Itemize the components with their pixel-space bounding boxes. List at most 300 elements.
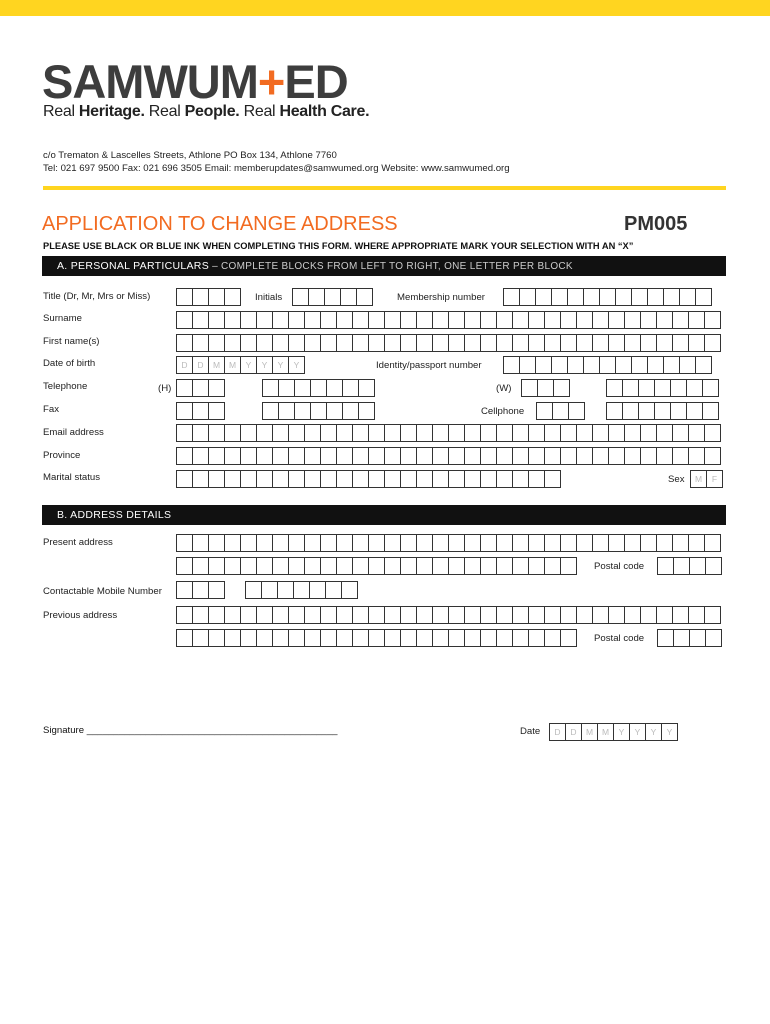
input-box[interactable]: [208, 424, 225, 442]
input-box[interactable]: [368, 629, 385, 647]
input-box[interactable]: [368, 470, 385, 488]
input-box[interactable]: [256, 606, 273, 624]
input-box[interactable]: [192, 470, 209, 488]
input-box[interactable]: [464, 557, 481, 575]
input-box[interactable]: Y: [629, 723, 646, 741]
mobile-code-boxes[interactable]: [176, 581, 224, 599]
input-box[interactable]: [400, 334, 417, 352]
input-box[interactable]: [689, 557, 706, 575]
input-box[interactable]: [448, 557, 465, 575]
input-box[interactable]: [432, 629, 449, 647]
input-box[interactable]: [480, 447, 497, 465]
input-box[interactable]: [448, 311, 465, 329]
input-box[interactable]: [368, 606, 385, 624]
input-box[interactable]: [294, 379, 311, 397]
input-box[interactable]: [654, 402, 671, 420]
input-box[interactable]: [432, 334, 449, 352]
input-box[interactable]: [496, 557, 513, 575]
input-box[interactable]: [336, 424, 353, 442]
input-box[interactable]: [663, 356, 680, 374]
input-box[interactable]: [688, 534, 705, 552]
input-box[interactable]: [551, 288, 568, 306]
input-box[interactable]: [480, 629, 497, 647]
input-box[interactable]: [368, 534, 385, 552]
input-box[interactable]: [208, 557, 225, 575]
input-box[interactable]: [654, 379, 671, 397]
input-box[interactable]: [400, 534, 417, 552]
input-box[interactable]: [567, 356, 584, 374]
input-box[interactable]: [512, 470, 529, 488]
input-box[interactable]: [400, 447, 417, 465]
input-box[interactable]: [400, 424, 417, 442]
input-box[interactable]: [702, 379, 719, 397]
input-box[interactable]: [657, 557, 674, 575]
input-box[interactable]: [432, 470, 449, 488]
input-box[interactable]: [272, 311, 289, 329]
input-box[interactable]: [240, 424, 257, 442]
input-box[interactable]: [512, 334, 529, 352]
input-box[interactable]: [224, 334, 241, 352]
input-box[interactable]: [310, 402, 327, 420]
input-box[interactable]: [608, 334, 625, 352]
input-box[interactable]: [656, 534, 673, 552]
input-box[interactable]: [224, 288, 241, 306]
input-box[interactable]: [416, 334, 433, 352]
input-box[interactable]: [304, 534, 321, 552]
input-box[interactable]: [622, 402, 639, 420]
cellphone-code-boxes[interactable]: [536, 402, 584, 420]
input-box[interactable]: [576, 606, 593, 624]
input-box[interactable]: [704, 334, 721, 352]
input-box[interactable]: [608, 606, 625, 624]
input-box[interactable]: [448, 424, 465, 442]
input-box[interactable]: [320, 534, 337, 552]
input-box[interactable]: [695, 356, 712, 374]
input-box[interactable]: [528, 557, 545, 575]
input-box[interactable]: [702, 402, 719, 420]
input-box[interactable]: [673, 557, 690, 575]
input-box[interactable]: [624, 424, 641, 442]
input-box[interactable]: [576, 424, 593, 442]
input-box[interactable]: [544, 534, 561, 552]
input-box[interactable]: [496, 424, 513, 442]
signature-line[interactable]: Signature _______________________________________________: [43, 725, 338, 736]
input-box[interactable]: [224, 470, 241, 488]
input-box[interactable]: [705, 629, 722, 647]
input-box[interactable]: [352, 470, 369, 488]
input-box[interactable]: [503, 288, 520, 306]
input-box[interactable]: [599, 288, 616, 306]
input-box[interactable]: [224, 424, 241, 442]
fax-number-boxes[interactable]: [262, 402, 374, 420]
input-box[interactable]: [567, 288, 584, 306]
input-box[interactable]: [624, 311, 641, 329]
input-box[interactable]: [358, 402, 375, 420]
email-boxes[interactable]: [176, 424, 720, 442]
input-box[interactable]: [294, 402, 311, 420]
input-box[interactable]: [192, 557, 209, 575]
input-box[interactable]: [464, 629, 481, 647]
input-box[interactable]: [262, 402, 279, 420]
home-phone-code-boxes[interactable]: [176, 379, 224, 397]
input-box[interactable]: [631, 288, 648, 306]
input-box[interactable]: [240, 534, 257, 552]
input-box[interactable]: [176, 447, 193, 465]
input-box[interactable]: [544, 606, 561, 624]
input-box[interactable]: [560, 424, 577, 442]
input-box[interactable]: [176, 534, 193, 552]
input-box[interactable]: [272, 447, 289, 465]
input-box[interactable]: [192, 379, 209, 397]
input-box[interactable]: [704, 424, 721, 442]
input-box[interactable]: Y: [613, 723, 630, 741]
input-box[interactable]: [400, 629, 417, 647]
input-box[interactable]: [640, 534, 657, 552]
input-box[interactable]: [656, 424, 673, 442]
input-box[interactable]: [528, 629, 545, 647]
input-box[interactable]: [656, 311, 673, 329]
input-box[interactable]: [272, 470, 289, 488]
input-box[interactable]: [368, 424, 385, 442]
input-box[interactable]: [544, 447, 561, 465]
input-box[interactable]: [576, 534, 593, 552]
input-box[interactable]: M: [597, 723, 614, 741]
input-box[interactable]: [448, 447, 465, 465]
input-box[interactable]: [224, 534, 241, 552]
input-box[interactable]: [673, 629, 690, 647]
input-box[interactable]: [464, 470, 481, 488]
input-box[interactable]: [208, 470, 225, 488]
input-box[interactable]: [208, 447, 225, 465]
input-box[interactable]: [272, 534, 289, 552]
input-box[interactable]: [256, 534, 273, 552]
input-box[interactable]: [325, 581, 342, 599]
input-box[interactable]: [704, 447, 721, 465]
input-box[interactable]: [521, 379, 538, 397]
input-box[interactable]: [272, 557, 289, 575]
input-box[interactable]: [535, 288, 552, 306]
input-box[interactable]: [326, 402, 343, 420]
input-box[interactable]: [512, 629, 529, 647]
input-box[interactable]: [670, 402, 687, 420]
input-box[interactable]: [288, 629, 305, 647]
input-box[interactable]: [288, 334, 305, 352]
input-box[interactable]: [320, 470, 337, 488]
input-box[interactable]: [304, 470, 321, 488]
input-box[interactable]: [240, 470, 257, 488]
input-box[interactable]: [288, 311, 305, 329]
input-box[interactable]: [176, 334, 193, 352]
input-box[interactable]: [512, 447, 529, 465]
input-box[interactable]: [615, 356, 632, 374]
input-box[interactable]: [192, 447, 209, 465]
input-box[interactable]: [480, 534, 497, 552]
input-box[interactable]: [672, 311, 689, 329]
input-box[interactable]: [560, 334, 577, 352]
input-box[interactable]: [336, 534, 353, 552]
input-box[interactable]: M: [581, 723, 598, 741]
input-box[interactable]: [704, 534, 721, 552]
input-box[interactable]: [208, 379, 225, 397]
input-box[interactable]: [342, 402, 359, 420]
input-box[interactable]: [608, 424, 625, 442]
input-box[interactable]: Y: [256, 356, 273, 374]
date-of-birth-boxes[interactable]: [176, 356, 304, 374]
input-box[interactable]: [384, 629, 401, 647]
input-box[interactable]: [240, 447, 257, 465]
input-box[interactable]: [240, 334, 257, 352]
input-box[interactable]: [512, 424, 529, 442]
input-box[interactable]: [304, 629, 321, 647]
input-box[interactable]: [496, 447, 513, 465]
input-box[interactable]: [320, 311, 337, 329]
input-box[interactable]: [656, 606, 673, 624]
input-box[interactable]: [176, 581, 193, 599]
input-box[interactable]: [288, 424, 305, 442]
input-box[interactable]: [672, 334, 689, 352]
input-box[interactable]: [342, 379, 359, 397]
input-box[interactable]: [293, 581, 310, 599]
input-box[interactable]: [496, 606, 513, 624]
input-box[interactable]: [647, 356, 664, 374]
input-box[interactable]: [432, 424, 449, 442]
sex-boxes[interactable]: [690, 470, 722, 488]
input-box[interactable]: [192, 534, 209, 552]
input-box[interactable]: [176, 379, 193, 397]
input-box[interactable]: [208, 581, 225, 599]
input-box[interactable]: [320, 557, 337, 575]
input-box[interactable]: [608, 534, 625, 552]
input-box[interactable]: [592, 534, 609, 552]
input-box[interactable]: [640, 311, 657, 329]
input-box[interactable]: [176, 470, 193, 488]
input-box[interactable]: [304, 424, 321, 442]
input-box[interactable]: [400, 470, 417, 488]
input-box[interactable]: [638, 379, 655, 397]
input-box[interactable]: [464, 534, 481, 552]
input-box[interactable]: [583, 356, 600, 374]
input-box[interactable]: [310, 379, 327, 397]
first-names-boxes[interactable]: [176, 334, 720, 352]
input-box[interactable]: [304, 606, 321, 624]
input-box[interactable]: [277, 581, 294, 599]
input-box[interactable]: [606, 402, 623, 420]
previous-address-line-2[interactable]: [176, 629, 576, 647]
input-box[interactable]: [592, 311, 609, 329]
input-box[interactable]: [384, 334, 401, 352]
input-box[interactable]: [192, 402, 209, 420]
input-box[interactable]: [352, 424, 369, 442]
input-box[interactable]: [544, 334, 561, 352]
input-box[interactable]: [224, 606, 241, 624]
input-box[interactable]: M: [208, 356, 225, 374]
input-box[interactable]: [208, 334, 225, 352]
membership-number-boxes[interactable]: [503, 288, 711, 306]
input-box[interactable]: [176, 424, 193, 442]
input-box[interactable]: [340, 288, 357, 306]
input-box[interactable]: [400, 606, 417, 624]
input-box[interactable]: [656, 334, 673, 352]
input-box[interactable]: [448, 534, 465, 552]
identity-number-boxes[interactable]: [503, 356, 711, 374]
input-box[interactable]: Y: [288, 356, 305, 374]
input-box[interactable]: [400, 557, 417, 575]
input-box[interactable]: [352, 557, 369, 575]
input-box[interactable]: [688, 447, 705, 465]
input-box[interactable]: [432, 534, 449, 552]
input-box[interactable]: [672, 606, 689, 624]
input-box[interactable]: [320, 629, 337, 647]
input-box[interactable]: [256, 629, 273, 647]
input-box[interactable]: [592, 334, 609, 352]
input-box[interactable]: [512, 557, 529, 575]
input-box[interactable]: [336, 311, 353, 329]
input-box[interactable]: [288, 606, 305, 624]
input-box[interactable]: [326, 379, 343, 397]
input-box[interactable]: [464, 606, 481, 624]
input-box[interactable]: [416, 424, 433, 442]
input-box[interactable]: [560, 311, 577, 329]
input-box[interactable]: [240, 311, 257, 329]
province-boxes[interactable]: [176, 447, 720, 465]
input-box[interactable]: [606, 379, 623, 397]
input-box[interactable]: [647, 288, 664, 306]
fax-code-boxes[interactable]: [176, 402, 224, 420]
input-box[interactable]: [624, 606, 641, 624]
input-box[interactable]: [352, 629, 369, 647]
input-box[interactable]: [192, 606, 209, 624]
input-box[interactable]: [528, 311, 545, 329]
input-box[interactable]: [336, 606, 353, 624]
input-box[interactable]: [560, 534, 577, 552]
input-box[interactable]: [608, 447, 625, 465]
input-box[interactable]: [544, 557, 561, 575]
input-box[interactable]: [224, 447, 241, 465]
input-box[interactable]: [432, 447, 449, 465]
input-box[interactable]: [496, 534, 513, 552]
input-box[interactable]: [352, 334, 369, 352]
input-box[interactable]: [695, 288, 712, 306]
previous-address-line-1[interactable]: [176, 606, 720, 624]
input-box[interactable]: [638, 402, 655, 420]
input-box[interactable]: [336, 447, 353, 465]
input-box[interactable]: [672, 534, 689, 552]
input-box[interactable]: [336, 557, 353, 575]
input-box[interactable]: [324, 288, 341, 306]
input-box[interactable]: [245, 581, 262, 599]
cellphone-number-boxes[interactable]: [606, 402, 718, 420]
input-box[interactable]: [519, 288, 536, 306]
marital-status-boxes[interactable]: [176, 470, 560, 488]
input-box[interactable]: [416, 311, 433, 329]
input-box[interactable]: Y: [240, 356, 257, 374]
input-box[interactable]: [288, 534, 305, 552]
present-address-line-1[interactable]: [176, 534, 720, 552]
input-box[interactable]: [304, 311, 321, 329]
input-box[interactable]: [528, 534, 545, 552]
input-box[interactable]: [176, 402, 193, 420]
input-box[interactable]: [544, 424, 561, 442]
input-box[interactable]: [705, 557, 722, 575]
present-postal-code-boxes[interactable]: [657, 557, 721, 575]
input-box[interactable]: [592, 606, 609, 624]
present-address-line-2[interactable]: [176, 557, 576, 575]
input-box[interactable]: [464, 311, 481, 329]
input-box[interactable]: [560, 606, 577, 624]
input-box[interactable]: [464, 424, 481, 442]
input-box[interactable]: [480, 606, 497, 624]
input-box[interactable]: [624, 447, 641, 465]
input-box[interactable]: [496, 629, 513, 647]
input-box[interactable]: [480, 424, 497, 442]
input-box[interactable]: [304, 557, 321, 575]
input-box[interactable]: [503, 356, 520, 374]
input-box[interactable]: [512, 311, 529, 329]
input-box[interactable]: [192, 629, 209, 647]
input-box[interactable]: [608, 311, 625, 329]
input-box[interactable]: [240, 606, 257, 624]
input-box[interactable]: [512, 534, 529, 552]
input-box[interactable]: [416, 629, 433, 647]
input-box[interactable]: [496, 334, 513, 352]
input-box[interactable]: [341, 581, 358, 599]
home-phone-number-boxes[interactable]: [262, 379, 374, 397]
input-box[interactable]: [256, 424, 273, 442]
input-box[interactable]: [176, 288, 193, 306]
input-box[interactable]: [704, 311, 721, 329]
input-box[interactable]: [176, 311, 193, 329]
input-box[interactable]: [240, 629, 257, 647]
input-box[interactable]: [480, 470, 497, 488]
input-box[interactable]: [480, 557, 497, 575]
input-box[interactable]: [656, 447, 673, 465]
input-box[interactable]: [336, 470, 353, 488]
input-box[interactable]: [535, 356, 552, 374]
input-box[interactable]: [308, 288, 325, 306]
input-box[interactable]: [448, 334, 465, 352]
input-box[interactable]: [512, 606, 529, 624]
work-phone-number-boxes[interactable]: [606, 379, 718, 397]
input-box[interactable]: [568, 402, 585, 420]
input-box[interactable]: [622, 379, 639, 397]
input-box[interactable]: Y: [661, 723, 678, 741]
input-box[interactable]: [553, 379, 570, 397]
input-box[interactable]: [176, 557, 193, 575]
input-box[interactable]: [416, 447, 433, 465]
input-box[interactable]: [416, 557, 433, 575]
input-box[interactable]: [686, 379, 703, 397]
input-box[interactable]: [672, 447, 689, 465]
input-box[interactable]: [224, 629, 241, 647]
input-box[interactable]: [400, 311, 417, 329]
input-box[interactable]: [192, 424, 209, 442]
input-box[interactable]: [670, 379, 687, 397]
previous-postal-code-boxes[interactable]: [657, 629, 721, 647]
input-box[interactable]: [208, 288, 225, 306]
input-box[interactable]: [304, 334, 321, 352]
input-box[interactable]: [336, 629, 353, 647]
input-box[interactable]: [352, 447, 369, 465]
input-box[interactable]: F: [706, 470, 723, 488]
input-box[interactable]: [352, 534, 369, 552]
input-box[interactable]: [432, 311, 449, 329]
input-box[interactable]: [320, 424, 337, 442]
input-box[interactable]: [261, 581, 278, 599]
input-box[interactable]: [352, 606, 369, 624]
input-box[interactable]: [288, 470, 305, 488]
input-box[interactable]: [496, 470, 513, 488]
input-box[interactable]: D: [565, 723, 582, 741]
